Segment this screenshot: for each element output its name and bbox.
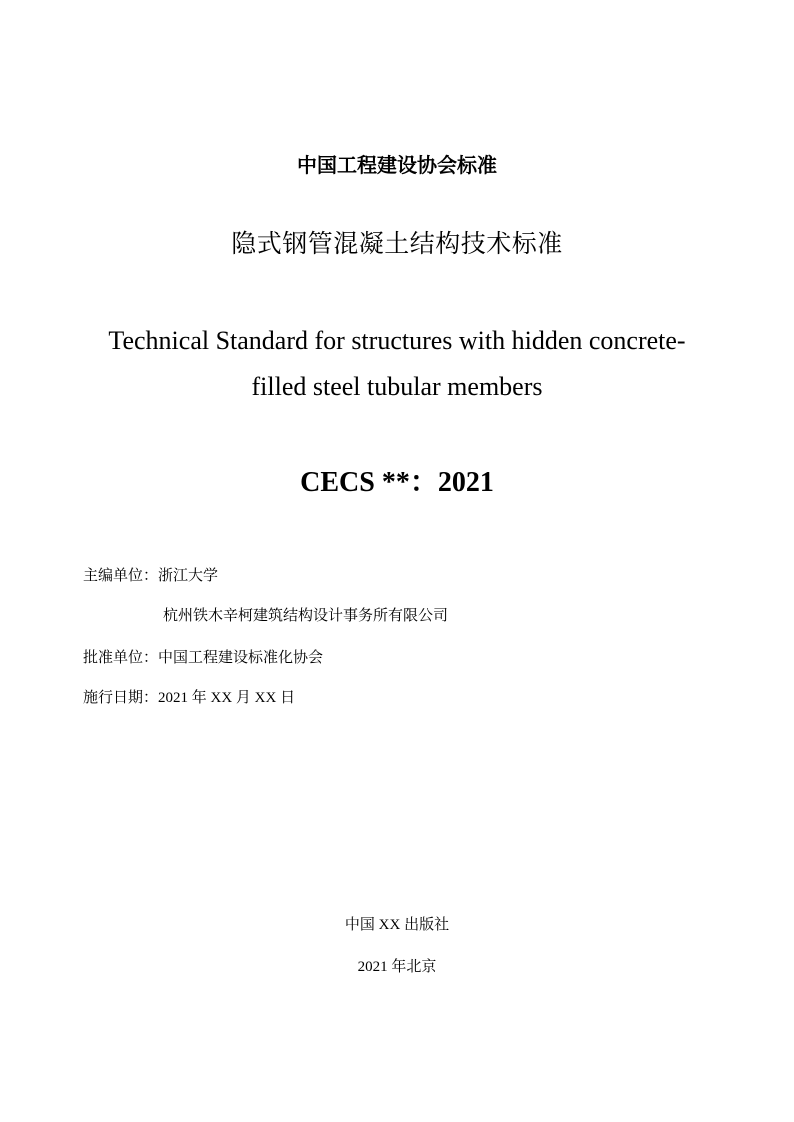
editor-label: 主编单位： (83, 566, 159, 584)
effective-date-value: 2021 年 XX 月 XX 日 (158, 690, 296, 706)
editor-row (83, 564, 218, 587)
english-title-line-2: filled steel tubular members (251, 372, 543, 401)
editor-value-2: 杭州铁木辛柯建筑结构设计事务所有限公司 (163, 606, 449, 624)
publisher-name: 中国 XX 出版社 (344, 917, 450, 933)
standard-code: CECS **：2021 (300, 467, 494, 498)
approver-label: 批准单位： (83, 648, 159, 666)
chinese-title: 隐式钢管混凝土结构技术标准 (231, 229, 563, 258)
approver-row (83, 646, 323, 668)
english-title-line-1: Technical Standard for structures with hidden concrete- (108, 326, 686, 355)
editor-value-1: 浙江大学 (158, 568, 219, 584)
editor-row-2 (163, 604, 448, 626)
effective-date-label: 施行日期： (83, 688, 159, 706)
approver-value: 中国工程建设标准化协会 (158, 648, 324, 666)
english-title (0, 318, 794, 410)
publication-year-place: 2021 年北京 (357, 959, 437, 975)
effective-date-row (83, 686, 295, 709)
organization-standard-heading: 中国工程建设协会标准 (297, 153, 497, 177)
